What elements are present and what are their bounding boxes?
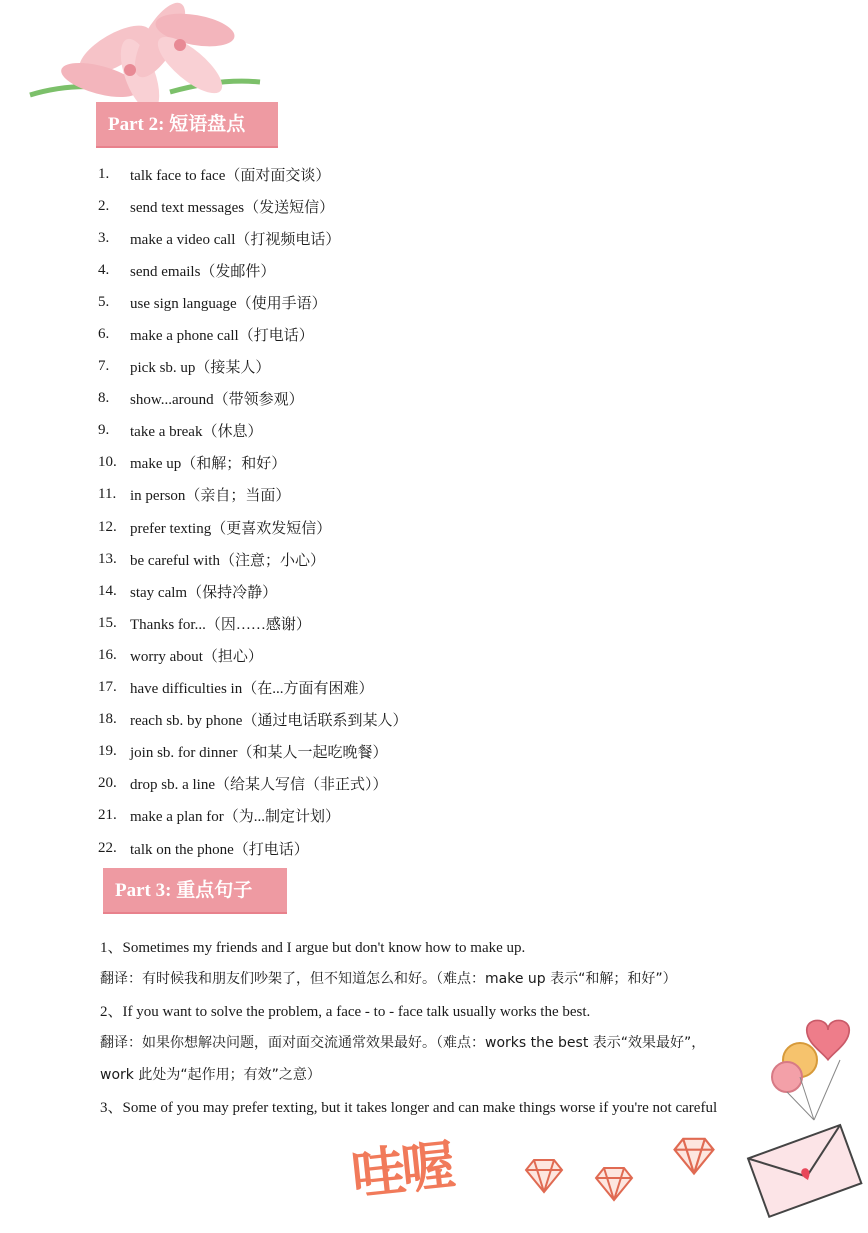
diamond-icon [520,1150,568,1198]
item-number: 6. [98,326,110,343]
sentence-3: 3、Some of you may prefer texting, but it takes longer and can make things worse if you're not careful [100,1099,718,1116]
item-text: make up（和解；和好） [130,456,287,473]
item-number: 8. [98,390,110,407]
item-number: 19. [98,743,117,760]
item-text: pick sb. up（接某人） [130,360,271,377]
item-text: drop sb. a line（给某人写信（非正式）） [130,777,388,794]
item-number: 4. [98,261,110,278]
item-number: 14. [98,582,117,599]
item-text: make a video call（打视频电话） [130,231,341,248]
diamond-icon [590,1158,638,1206]
translation-2: 翻译：如果你想解决问题，面对面交流通常效果最好。（难点：works the best 表示“效果最好”， [100,1035,706,1051]
list-item [98,318,407,350]
translation-1: 翻译：有时候我和朋友们吵架了，但不知道怎么和好。（难点：make up 表示“和解；和好”） [100,971,677,987]
list-item [98,704,407,736]
wow-lettering: 哇喔 [348,1133,455,1207]
item-text: talk face to face（面对面交谈） [130,167,331,184]
item-number: 12. [98,518,117,535]
list-item [98,383,407,415]
item-number: 15. [98,614,117,631]
lily-flower-decoration [20,0,280,110]
list-item [98,543,407,575]
item-number: 18. [98,711,117,728]
item-text: make a phone call（打电话） [130,328,314,345]
list-item [98,736,407,768]
item-number: 11. [98,486,117,503]
item-text: make a plan for（为...制定计划） [130,809,340,826]
list-item [98,672,407,704]
phrase-list [98,158,407,864]
list-item [98,511,407,543]
list-item [98,800,407,832]
list-item [98,479,407,511]
list-item [98,575,407,607]
item-text: in person（亲自；当面） [130,488,291,505]
list-item [98,415,407,447]
item-text: join sb. for dinner（和某人一起吃晚餐） [130,745,388,762]
item-number: 17. [98,679,117,696]
item-number: 20. [98,775,117,792]
item-text: send text messages（发送短信） [130,199,335,216]
item-text: use sign language（使用手语） [130,295,327,312]
list-item [98,447,407,479]
item-number: 10. [98,454,117,471]
list-item [98,832,407,864]
item-number: 9. [98,422,110,439]
list-item [98,286,407,318]
item-text: Thanks for...（因……感谢） [130,616,311,633]
item-text: take a break（休息） [130,424,263,441]
diamond-icon [668,1128,720,1180]
list-item [98,190,407,222]
item-number: 7. [98,358,110,375]
list-item [98,639,407,671]
key-sentences [100,930,790,1122]
item-number: 21. [98,807,117,824]
list-item [98,351,407,383]
item-number: 1. [98,165,110,182]
translation-2-cont: work 此处为“起作用；有效”之意） [100,1067,321,1083]
item-text: show...around（带领参观） [130,392,304,409]
heart-balloons-icon [762,1015,864,1125]
item-text: send emails（发邮件） [130,263,276,280]
item-text: stay calm（保持冷静） [130,584,278,601]
item-number: 13. [98,550,117,567]
list-item [98,158,407,190]
part3-title: Part 3: 重点句子 [115,879,253,901]
item-text: reach sb. by phone（通过电话联系到某人） [130,713,408,730]
item-text: have difficulties in（在...方面有困难） [130,681,374,698]
item-number: 22. [98,839,117,856]
list-item [98,254,407,286]
list-item [98,222,407,254]
part2-title: Part 2: 短语盘点 [108,113,246,135]
item-number: 2. [98,197,110,214]
part3-header [103,868,287,914]
item-number: 3. [98,229,110,246]
envelope-icon [745,1115,863,1223]
list-item [98,607,407,639]
sentence-2: 2、If you want to solve the problem, a face - to - face talk usually works the best. [100,1003,591,1020]
item-text: be careful with（注意；小心） [130,552,325,569]
list-item [98,768,407,800]
sentence-1: 1、Sometimes my friends and I argue but don't know how to make up. [100,939,526,956]
item-text: worry about（担心） [130,648,263,665]
item-text: prefer texting（更喜欢发短信） [130,520,332,537]
part2-header [96,102,278,148]
item-text: talk on the phone（打电话） [130,841,309,858]
item-number: 5. [98,293,110,310]
item-number: 16. [98,646,117,663]
